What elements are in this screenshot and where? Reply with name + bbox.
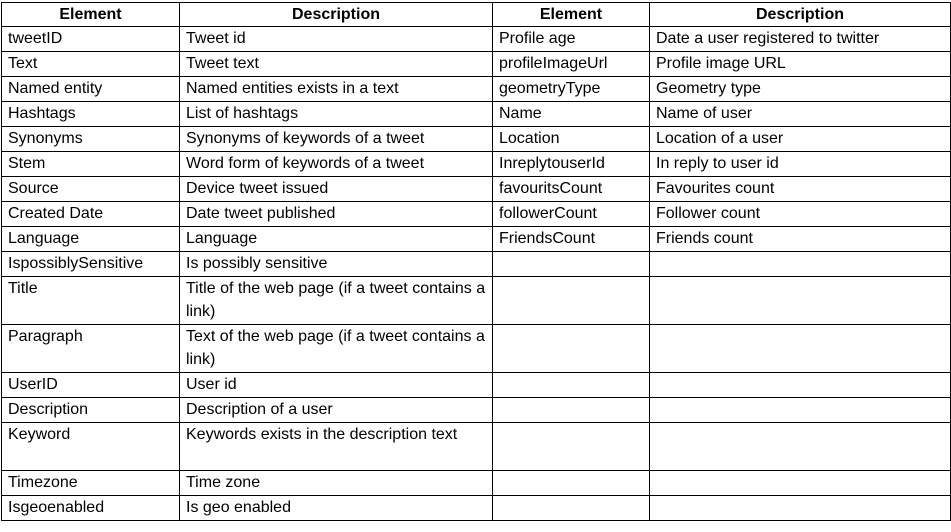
cell-element-left: Description (2, 398, 180, 423)
cell-description-right (650, 373, 951, 398)
cell-element-right (493, 496, 650, 521)
cell-element-left: Source (2, 177, 180, 202)
cell-element-left: Keyword (2, 423, 180, 471)
cell-element-right: Profile age (493, 27, 650, 52)
cell-element-left: Timezone (2, 471, 180, 496)
element-description-table (1, 2, 951, 521)
cell-description-left: Language (180, 227, 493, 252)
cell-element-left: UserID (2, 373, 180, 398)
cell-description-right (650, 252, 951, 277)
header-element-left: Element (2, 3, 180, 27)
cell-element-right: InreplytouserId (493, 152, 650, 177)
cell-description-left: Device tweet issued (180, 177, 493, 202)
cell-element-right: followerCount (493, 202, 650, 227)
cell-element-left: Named entity (2, 77, 180, 102)
cell-description-left: Is possibly sensitive (180, 252, 493, 277)
cell-element-left: Hashtags (2, 102, 180, 127)
cell-element-right: profileImageUrl (493, 52, 650, 77)
cell-element-left: tweetID (2, 27, 180, 52)
cell-element-left: Isgeoenabled (2, 496, 180, 521)
cell-element-left: Language (2, 227, 180, 252)
cell-description-right: Favourites count (650, 177, 951, 202)
cell-description-left: Word form of keywords of a tweet (180, 152, 493, 177)
cell-element-right (493, 277, 650, 325)
cell-description-right: Profile image URL (650, 52, 951, 77)
cell-element-left: IspossiblySensitive (2, 252, 180, 277)
table-row (2, 398, 951, 423)
cell-description-right: Friends count (650, 227, 951, 252)
header-description-left: Description (180, 3, 493, 27)
cell-description-right: Geometry type (650, 77, 951, 102)
cell-description-left: User id (180, 373, 493, 398)
cell-description-left: Synonyms of keywords of a tweet (180, 127, 493, 152)
cell-description-left: Keywords exists in the description text (180, 423, 493, 471)
cell-description-left: Tweet id (180, 27, 493, 52)
header-row (2, 3, 951, 27)
cell-description-right (650, 496, 951, 521)
header-description-right: Description (650, 3, 951, 27)
cell-element-right: FriendsCount (493, 227, 650, 252)
cell-description-left: List of hashtags (180, 102, 493, 127)
cell-description-right (650, 423, 951, 471)
header-element-right: Element (493, 3, 650, 27)
cell-element-left: Created Date (2, 202, 180, 227)
table-row (2, 277, 951, 325)
table-row (2, 27, 951, 52)
cell-element-right: favouritsCount (493, 177, 650, 202)
cell-description-right: Follower count (650, 202, 951, 227)
cell-description-right (650, 471, 951, 496)
table-row (2, 325, 951, 373)
cell-description-left: Text of the web page (if a tweet contains a link) (180, 325, 493, 373)
cell-element-right (493, 373, 650, 398)
cell-description-right: In reply to user id (650, 152, 951, 177)
table-row (2, 252, 951, 277)
cell-element-right: Location (493, 127, 650, 152)
cell-element-right (493, 252, 650, 277)
table-row (2, 423, 951, 471)
table-row (2, 373, 951, 398)
cell-element-right (493, 423, 650, 471)
cell-element-right (493, 398, 650, 423)
table-row (2, 152, 951, 177)
cell-description-right (650, 398, 951, 423)
cell-element-left: Paragraph (2, 325, 180, 373)
cell-description-left: Tweet text (180, 52, 493, 77)
cell-description-right (650, 277, 951, 325)
cell-element-left: Title (2, 277, 180, 325)
table-row (2, 227, 951, 252)
cell-description-right: Date a user registered to twitter (650, 27, 951, 52)
cell-element-right: geometryType (493, 77, 650, 102)
cell-description-right: Location of a user (650, 127, 951, 152)
cell-element-right (493, 325, 650, 373)
table-row (2, 177, 951, 202)
table-row (2, 471, 951, 496)
cell-element-left: Text (2, 52, 180, 77)
cell-description-left: Time zone (180, 471, 493, 496)
table-row (2, 127, 951, 152)
table-row (2, 102, 951, 127)
cell-element-right (493, 471, 650, 496)
table-row (2, 496, 951, 521)
cell-element-right: Name (493, 102, 650, 127)
cell-description-left: Title of the web page (if a tweet contains a link) (180, 277, 493, 325)
cell-description-right: Name of user (650, 102, 951, 127)
cell-description-right (650, 325, 951, 373)
table-row (2, 52, 951, 77)
table-row (2, 77, 951, 102)
cell-description-left: Description of a user (180, 398, 493, 423)
cell-element-left: Stem (2, 152, 180, 177)
cell-element-left: Synonyms (2, 127, 180, 152)
cell-description-left: Named entities exists in a text (180, 77, 493, 102)
cell-description-left: Date tweet published (180, 202, 493, 227)
cell-description-left: Is geo enabled (180, 496, 493, 521)
table-row (2, 202, 951, 227)
